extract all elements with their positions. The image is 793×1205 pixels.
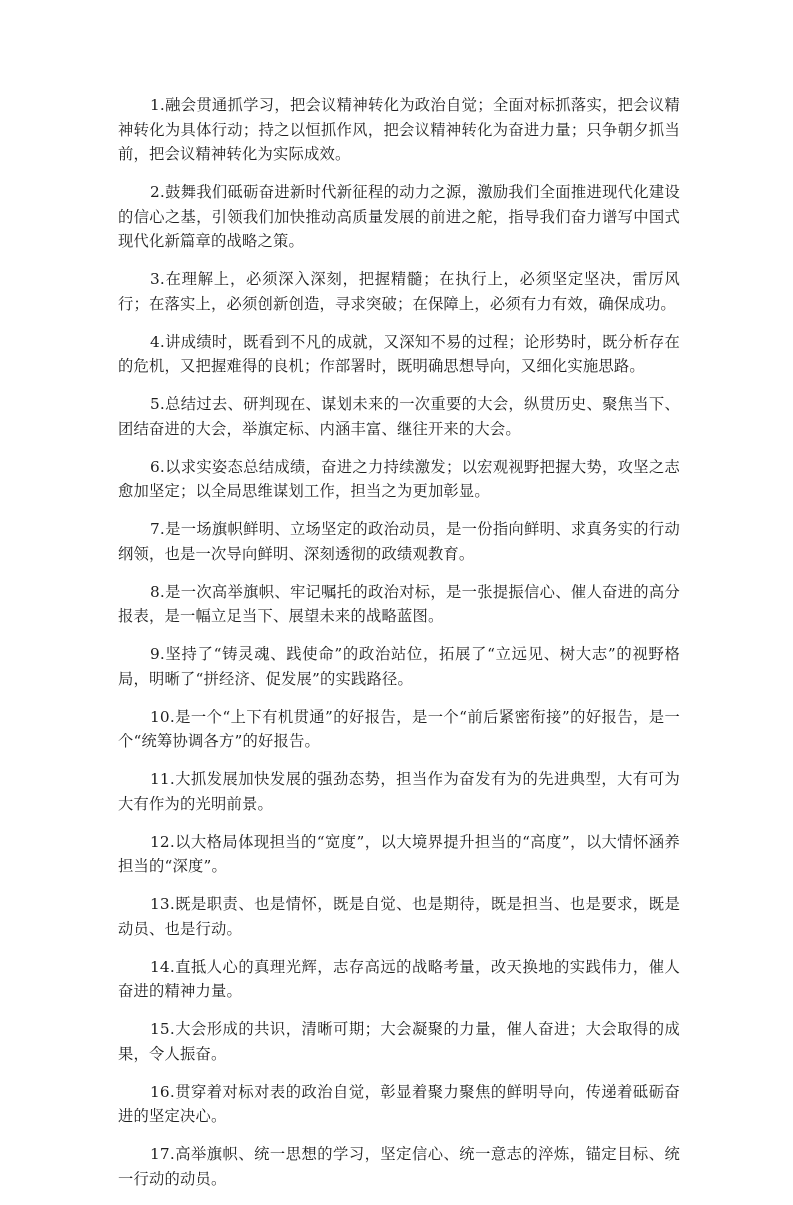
paragraph-10: 10.是一个“上下有机贯通”的好报告，是一个“前后紧密衔接”的好报告，是一个“统筹协调各方”的好报告。 — [118, 707, 680, 750]
paragraph-5: 5.总结过去、研判现在、谋划未来的一次重要的大会，纵贯历史、聚焦当下、团结奋进的大会，举旗定标、内涵丰富、继往开来的大会。 — [118, 395, 680, 438]
document-body — [118, 93, 680, 1205]
paragraph-2: 2.鼓舞我们砥砺奋进新时代新征程的动力之源，激励我们全面推进现代化建设的信心之基，引领我们加快推动高质量发展的前进之舵，指导我们奋力谱写中国式现代化新篇章的战略之策。 — [118, 183, 680, 250]
paragraph-8: 8.是一次高举旗帜、牢记嘱托的政治对标，是一张提振信心、催人奋进的高分报表，是一幅立足当下、展望未来的战略蓝图。 — [118, 582, 680, 625]
paragraph-4: 4.讲成绩时，既看到不凡的成就，又深知不易的过程；论形势时，既分析存在的危机，又把握难得的良机；作部署时，既明确思想导向，又细化实施思路。 — [118, 332, 680, 375]
paragraph-16: 16.贯穿着对标对表的政治自觉，彰显着聚力聚焦的鲜明导向，传递着砥砺奋进的坚定决心。 — [118, 1082, 680, 1125]
paragraph-11: 11.大抓发展加快发展的强劲态势，担当作为奋发有为的先进典型，大有可为大有作为的光明前景。 — [118, 770, 680, 813]
paragraph-17: 17.高举旗帜、统一思想的学习，坚定信心、统一意志的淬炼，锚定目标、统一行动的动员。 — [118, 1145, 680, 1188]
paragraph-15: 15.大会形成的共识，清晰可期；大会凝聚的力量，催人奋进；大会取得的成果，令人振奋。 — [118, 1020, 680, 1063]
paragraph-1: 1.融会贯通抓学习，把会议精神转化为政治自觉；全面对标抓落实，把会议精神转化为具体行动；持之以恒抓作风，把会议精神转化为奋进力量；只争朝夕抓当前，把会议精神转化为实际成效。 — [118, 96, 680, 163]
paragraph-9: 9.坚持了“铸灵魂、践使命”的政治站位，拓展了“立远见、树大志”的视野格局，明晰了“拼经济、促发展”的实践路径。 — [118, 645, 680, 688]
paragraph-3: 3.在理解上，必须深入深刻，把握精髓；在执行上，必须坚定坚决，雷厉风行；在落实上，必须创新创造，寻求突破；在保障上，必须有力有效，确保成功。 — [118, 270, 680, 313]
paragraph-12: 12.以大格局体现担当的“宽度”，以大境界提升担当的“高度”，以大情怀涵养担当的“深度”。 — [118, 832, 680, 875]
paragraph-13: 13.既是职责、也是情怀，既是自觉、也是期待，既是担当、也是要求，既是动员、也是行动。 — [118, 895, 680, 938]
paragraph-14: 14.直抵人心的真理光辉，志存高远的战略考量，改天换地的实践伟力，催人奋进的精神力量。 — [118, 957, 680, 1000]
paragraph-7: 7.是一场旗帜鲜明、立场坚定的政治动员，是一份指向鲜明、求真务实的行动纲领，也是一次导向鲜明、深刻透彻的政绩观教育。 — [118, 520, 680, 563]
paragraph-6: 6.以求实姿态总结成绩，奋进之力持续激发；以宏观视野把握大势，攻坚之志愈加坚定；以全局思维谋划工作，担当之为更加彰显。 — [118, 457, 680, 500]
